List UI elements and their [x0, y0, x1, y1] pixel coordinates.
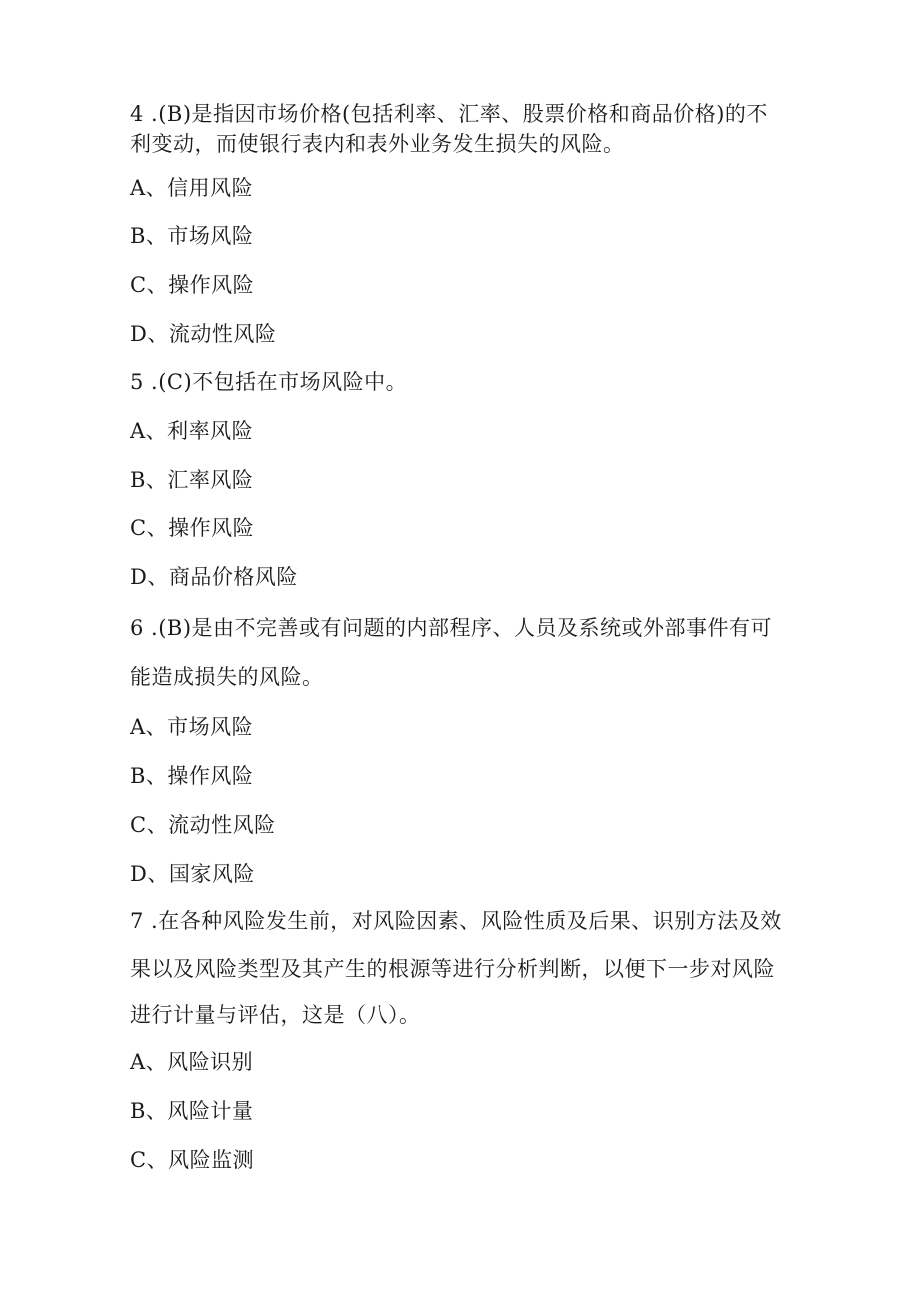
question-4-stem-line-1: 4 .(B)是指因市场价格(包括利率、汇率、股票价格和商品价格)的不	[130, 102, 768, 126]
question-6-option-c: C、流动性风险	[130, 813, 276, 837]
question-7-option-a: A、风险识别	[130, 1050, 254, 1074]
question-6-option-b: B、操作风险	[130, 764, 254, 788]
question-5-stem-line-1: 5 .(C)不包括在市场风险中。	[130, 370, 408, 394]
question-4-option-a: A、信用风险	[130, 176, 254, 200]
question-7-stem-line-1: 7 .在各种风险发生前，对风险因素、风险性质及后果、识别方法及效	[130, 909, 782, 933]
question-4-option-c: C、操作风险	[130, 273, 255, 297]
question-6-option-d: D、国家风险	[130, 862, 255, 886]
question-7-option-b: B、风险计量	[130, 1099, 254, 1123]
question-5-option-b: B、汇率风险	[130, 468, 254, 492]
question-6-stem-line-2: 能造成损失的风险。	[130, 665, 324, 689]
question-5-option-c: C、操作风险	[130, 516, 255, 540]
question-7-stem-line-2: 果以及风险类型及其产生的根源等进行分析判断，以便下一步对风险	[130, 957, 775, 981]
question-4-stem-line-2: 利变动，而使银行表内和表外业务发生损失的风险。	[130, 132, 625, 156]
question-5-option-a: A、利率风险	[130, 419, 254, 443]
question-7-option-c: C、风险监测	[130, 1148, 255, 1172]
question-4-option-b: B、市场风险	[130, 224, 254, 248]
question-6-stem-line-1: 6 .(B)是由不完善或有问题的内部程序、人员及系统或外部事件有可	[130, 616, 773, 640]
question-5-option-d: D、商品价格风险	[130, 565, 298, 589]
question-4-option-d: D、流动性风险	[130, 322, 277, 346]
question-6-option-a: A、市场风险	[130, 715, 254, 739]
question-7-stem-line-3: 进行计量与评估，这是（八）。	[130, 1003, 421, 1027]
